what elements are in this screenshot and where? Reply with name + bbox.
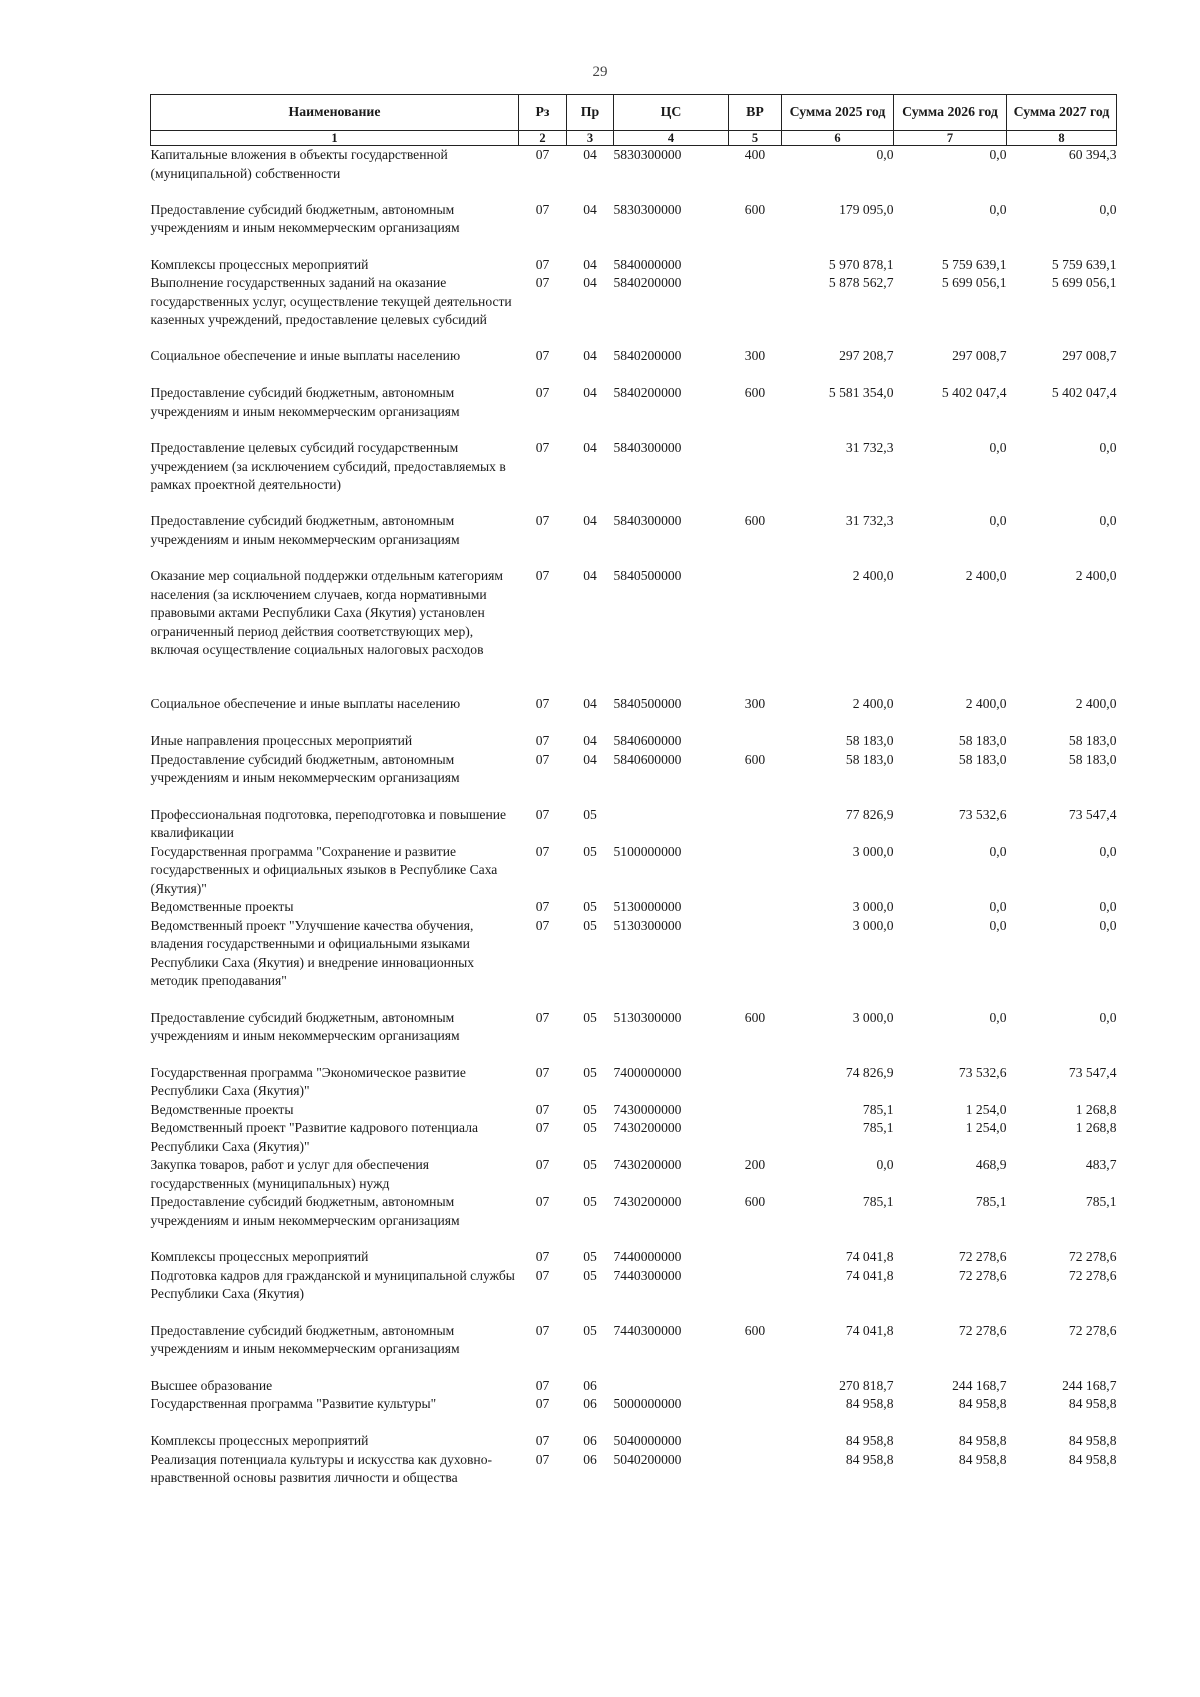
- row-sum-2025: 58 183,0: [845, 733, 894, 748]
- table-row: [151, 1193, 1117, 1248]
- row-rz: 07: [535, 348, 550, 363]
- row-sum-2026: 58 183,0: [958, 751, 1007, 767]
- row-sum-2025: 270 818,7: [839, 1377, 894, 1393]
- row-rz: 07: [535, 1157, 550, 1172]
- table-row: [151, 843, 1117, 899]
- row-pr: 04: [583, 348, 597, 363]
- row-rz: 07: [535, 1451, 550, 1467]
- row-sum-2027: 5 699 056,1: [1051, 275, 1117, 290]
- row-pr: 04: [583, 513, 597, 528]
- header-sum-2025: Сумма 2025 год: [782, 95, 894, 131]
- table-row: [151, 512, 1117, 567]
- column-number: 3: [567, 131, 614, 146]
- row-cs: 5000000000: [613, 1396, 682, 1411]
- row-sum-2025: 31 732,3: [845, 513, 894, 528]
- row-sum-2025: 3 000,0: [852, 899, 894, 914]
- row-name: Капитальные вложения в объекты государственной (муниципальной) собственности: [150, 147, 448, 181]
- row-pr: 06: [583, 1377, 597, 1393]
- table-row: [151, 384, 1117, 439]
- row-rz: 07: [535, 1101, 550, 1117]
- row-name: Предоставление целевых субсидий государственным учреждением (за исключением субсидий, предоставляемых в рамках проектной деятельности): [150, 440, 506, 492]
- row-sum-2026: 0,0: [989, 147, 1007, 162]
- row-vr: [729, 917, 782, 1009]
- row-sum-2025: 785,1: [862, 1194, 894, 1209]
- row-sum-2026: 84 958,8: [958, 1451, 1007, 1467]
- row-pr: 05: [583, 1157, 597, 1172]
- row-pr: 05: [583, 843, 597, 859]
- table-row: [151, 898, 1117, 917]
- row-sum-2027: 785,1: [1085, 1194, 1117, 1209]
- row-sum-2025: 0,0: [876, 147, 894, 162]
- row-name: Подготовка кадров для гражданской и муниципальной службы Республики Саха (Якутия): [150, 1267, 515, 1301]
- table-row: [151, 1248, 1117, 1267]
- row-sum-2025: 58 183,0: [845, 751, 894, 767]
- row-name: Предоставление субсидий бюджетным, автономным учреждениям и иным некоммерческим организациям: [150, 1009, 460, 1043]
- row-sum-2026: 0,0: [989, 440, 1007, 455]
- row-cs: 5840500000: [613, 696, 682, 711]
- row-cs: 5840200000: [613, 275, 682, 290]
- row-sum-2027: 58 183,0: [1068, 751, 1117, 767]
- row-sum-2025: 785,1: [862, 1120, 894, 1135]
- row-sum-2026: 72 278,6: [958, 1267, 1007, 1283]
- row-sum-2026: 0,0: [989, 843, 1007, 859]
- row-sum-2026: 468,9: [975, 1157, 1007, 1172]
- row-vr: 600: [744, 1194, 766, 1209]
- row-sum-2025: 84 958,8: [845, 1433, 894, 1448]
- row-sum-2025: 84 958,8: [845, 1396, 894, 1411]
- row-vr: 300: [744, 696, 766, 711]
- row-sum-2026: 297 008,7: [952, 348, 1007, 363]
- row-sum-2026: 72 278,6: [958, 1322, 1007, 1338]
- row-cs: 5130300000: [613, 1009, 682, 1025]
- header-cs: ЦС: [614, 95, 729, 131]
- header-sum-2027: Сумма 2027 год: [1007, 95, 1117, 131]
- row-vr: [729, 1377, 782, 1396]
- row-vr: [729, 732, 782, 751]
- row-sum-2025: 74 041,8: [845, 1267, 894, 1283]
- row-sum-2026: 58 183,0: [958, 733, 1007, 748]
- row-name: Государственная программа "Развитие культуры": [150, 1396, 437, 1411]
- row-sum-2025: 31 732,3: [845, 440, 894, 455]
- row-sum-2026: 244 168,7: [952, 1377, 1007, 1393]
- header-sum-2026: Сумма 2026 год: [894, 95, 1007, 131]
- row-pr: 04: [583, 440, 597, 455]
- row-cs: 7430200000: [613, 1120, 682, 1135]
- row-cs: 7440000000: [613, 1249, 682, 1264]
- row-sum-2026: 2 400,0: [965, 568, 1007, 583]
- row-pr: 04: [583, 568, 597, 583]
- row-name: Иные направления процессных мероприятий: [150, 733, 413, 748]
- row-rz: 07: [535, 1009, 550, 1025]
- row-sum-2026: 1 254,0: [965, 1120, 1007, 1135]
- row-pr: 05: [583, 1249, 597, 1264]
- row-vr: 300: [744, 348, 766, 363]
- row-rz: 07: [535, 917, 550, 933]
- row-vr: [729, 1395, 782, 1432]
- column-number: 8: [1007, 131, 1117, 146]
- row-sum-2026: 0,0: [989, 899, 1007, 914]
- row-vr: [729, 1119, 782, 1156]
- row-sum-2027: 1 268,8: [1075, 1101, 1117, 1117]
- row-rz: 07: [535, 385, 550, 400]
- row-pr: 05: [583, 917, 597, 933]
- row-name: Высшее образование: [150, 1377, 273, 1393]
- row-sum-2027: 2 400,0: [1075, 568, 1117, 583]
- row-sum-2027: 84 958,8: [1068, 1433, 1117, 1448]
- table-row: [151, 567, 1117, 695]
- table-row: [151, 1119, 1117, 1156]
- row-rz: 07: [535, 1322, 550, 1338]
- row-sum-2025: 5 581 354,0: [828, 385, 894, 400]
- row-pr: 06: [583, 1451, 597, 1467]
- row-sum-2027: 0,0: [1099, 843, 1117, 859]
- row-name: Выполнение государственных заданий на оказание государственных услуг, осуществление текущей деятельности казенных учреждений, предоставление целевых субсидий: [150, 275, 512, 327]
- row-rz: 07: [535, 1120, 550, 1135]
- table-row: [151, 917, 1117, 1009]
- table-row: [151, 347, 1117, 384]
- row-pr: 04: [583, 385, 597, 400]
- row-name: Оказание мер социальной поддержки отдельным категориям населения (за исключением случаев, когда нормативными правовыми актами Республики Саха (Якутия) установлен ограниченный период действия соответствующих мер), включая осуществление социальных налоговых расходов: [150, 568, 503, 657]
- row-vr: [729, 1432, 782, 1451]
- row-name: Ведомственные проекты: [150, 1101, 294, 1117]
- row-sum-2026: 84 958,8: [958, 1433, 1007, 1448]
- row-sum-2025: 77 826,9: [845, 806, 894, 822]
- row-sum-2027: 0,0: [1099, 899, 1117, 914]
- header-name: Наименование: [151, 95, 519, 131]
- row-sum-2027: 1 268,8: [1075, 1120, 1117, 1135]
- row-sum-2027: 84 958,8: [1068, 1396, 1117, 1411]
- header-pr: Пр: [567, 95, 614, 131]
- row-name: Закупка товаров, работ и услуг для обеспечения государственных (муниципальных) нужд: [150, 1157, 429, 1191]
- row-pr: 04: [583, 696, 597, 711]
- table-row: [151, 732, 1117, 751]
- row-name: Предоставление субсидий бюджетным, автономным учреждениям и иным некоммерческим организациям: [150, 1194, 460, 1228]
- row-vr: [729, 1064, 782, 1101]
- row-cs: 5130000000: [613, 899, 682, 914]
- row-rz: 07: [535, 256, 550, 272]
- table-row: [151, 1156, 1117, 1193]
- row-sum-2027: 72 278,6: [1068, 1249, 1117, 1264]
- row-sum-2027: 58 183,0: [1068, 733, 1117, 748]
- row-sum-2025: 3 000,0: [852, 917, 894, 933]
- row-cs: 5040000000: [613, 1433, 682, 1448]
- row-vr: [729, 439, 782, 512]
- table-row: [151, 1101, 1117, 1120]
- row-sum-2027: 0,0: [1099, 1009, 1117, 1025]
- row-name: Социальное обеспечение и иные выплаты населению: [150, 348, 461, 363]
- row-rz: 07: [535, 806, 550, 822]
- table-row: [151, 274, 1117, 347]
- row-sum-2026: 785,1: [975, 1194, 1007, 1209]
- row-vr: 600: [744, 751, 766, 767]
- row-rz: 07: [535, 1433, 550, 1448]
- table-row: [151, 751, 1117, 806]
- row-name: Ведомственные проекты: [150, 899, 294, 914]
- row-cs: 7400000000: [613, 1064, 682, 1080]
- column-number: 5: [729, 131, 782, 146]
- row-name: Социальное обеспечение и иные выплаты населению: [150, 696, 461, 711]
- header-rz: Рз: [519, 95, 567, 131]
- row-vr: [729, 567, 782, 695]
- column-number: 2: [519, 131, 567, 146]
- row-pr: 05: [583, 899, 597, 914]
- row-sum-2025: 5 878 562,7: [828, 275, 894, 290]
- row-rz: 07: [535, 568, 550, 583]
- row-cs: 5830300000: [613, 201, 682, 217]
- table-row: [151, 806, 1117, 843]
- row-sum-2025: 3 000,0: [852, 1009, 894, 1025]
- table-row: [151, 439, 1117, 512]
- row-vr: 600: [744, 1322, 766, 1338]
- row-cs: 5840000000: [613, 256, 682, 272]
- row-name: Предоставление субсидий бюджетным, автономным учреждениям и иным некоммерческим организациям: [150, 1322, 460, 1356]
- row-rz: 07: [535, 1396, 550, 1411]
- row-rz: 07: [535, 899, 550, 914]
- table-row: [151, 256, 1117, 275]
- row-rz: 07: [535, 696, 550, 711]
- table-row: [151, 695, 1117, 732]
- row-cs: [614, 1377, 729, 1396]
- row-vr: 600: [744, 513, 766, 528]
- row-sum-2027: 73 547,4: [1068, 1064, 1117, 1080]
- row-cs: 5840300000: [613, 440, 682, 455]
- row-rz: 07: [535, 440, 550, 455]
- row-sum-2025: 84 958,8: [845, 1451, 894, 1467]
- column-number: 6: [782, 131, 894, 146]
- row-rz: 07: [535, 751, 550, 767]
- row-rz: 07: [535, 1064, 550, 1080]
- row-vr: [729, 1248, 782, 1267]
- row-sum-2026: 84 958,8: [958, 1396, 1007, 1411]
- row-sum-2025: 74 826,9: [845, 1064, 894, 1080]
- row-vr: 600: [744, 201, 766, 217]
- table-row: [151, 146, 1117, 201]
- row-sum-2026: 73 532,6: [958, 806, 1007, 822]
- row-sum-2027: 0,0: [1099, 513, 1117, 528]
- row-cs: 5840300000: [613, 513, 682, 528]
- row-sum-2025: 179 095,0: [839, 201, 894, 217]
- row-rz: 07: [535, 513, 550, 528]
- row-sum-2027: 0,0: [1099, 201, 1117, 217]
- row-name: Комплексы процессных мероприятий: [150, 1433, 369, 1448]
- table-row: [151, 201, 1117, 256]
- row-name: Ведомственный проект "Развитие кадрового потенциала Республики Саха (Якутия)": [150, 1120, 479, 1154]
- row-cs: 7430200000: [613, 1194, 682, 1209]
- row-rz: 07: [535, 1267, 550, 1283]
- row-sum-2025: 0,0: [876, 1157, 894, 1172]
- row-sum-2027: 73 547,4: [1068, 806, 1117, 822]
- page-number: 29: [592, 64, 608, 80]
- column-number: 7: [894, 131, 1007, 146]
- table-row: [151, 1064, 1117, 1101]
- row-rz: 07: [535, 275, 550, 290]
- row-sum-2027: 483,7: [1085, 1157, 1117, 1172]
- row-sum-2026: 0,0: [989, 201, 1007, 217]
- column-number: 4: [614, 131, 729, 146]
- row-name: Государственная программа "Сохранение и развитие государственных и официальных языков в Республике Саха (Якутия)": [150, 843, 498, 896]
- row-sum-2026: 5 402 047,4: [941, 385, 1007, 400]
- row-name: Государственная программа "Экономическое развитие Республики Саха (Якутия)": [150, 1064, 466, 1098]
- column-number-row: [151, 131, 1117, 146]
- row-sum-2027: 244 168,7: [1062, 1377, 1117, 1393]
- row-cs: 5830300000: [613, 147, 682, 162]
- row-pr: 05: [583, 1101, 597, 1117]
- row-vr: 600: [744, 385, 766, 400]
- row-cs: 5840600000: [613, 751, 682, 767]
- row-sum-2025: 297 208,7: [839, 348, 894, 363]
- row-pr: 05: [583, 1322, 597, 1338]
- row-sum-2025: 2 400,0: [852, 696, 894, 711]
- row-name: Профессиональная подготовка, переподготовка и повышение квалификации: [150, 806, 507, 840]
- row-vr: [729, 1101, 782, 1120]
- row-sum-2027: 5 759 639,1: [1051, 256, 1117, 272]
- row-pr: 06: [583, 1433, 597, 1448]
- row-vr: [729, 274, 782, 347]
- row-sum-2026: 5 699 056,1: [941, 275, 1007, 290]
- row-sum-2025: 5 970 878,1: [828, 256, 894, 272]
- row-sum-2027: 0,0: [1099, 917, 1117, 933]
- row-pr: 04: [583, 201, 597, 217]
- row-cs: 5040200000: [613, 1451, 682, 1467]
- row-cs: 5130300000: [613, 917, 682, 933]
- row-pr: 06: [583, 1396, 597, 1411]
- row-pr: 04: [583, 733, 597, 748]
- row-name: Комплексы процессных мероприятий: [150, 1249, 369, 1264]
- row-name: Предоставление субсидий бюджетным, автономным учреждениям и иным некоммерческим организациям: [150, 201, 460, 235]
- table-row: [151, 1009, 1117, 1064]
- row-vr: [729, 806, 782, 843]
- table-row: [151, 1377, 1117, 1396]
- row-sum-2025: 3 000,0: [852, 843, 894, 859]
- column-number: 1: [151, 131, 519, 146]
- row-sum-2026: 73 532,6: [958, 1064, 1007, 1080]
- row-rz: 07: [535, 1377, 550, 1393]
- row-rz: 07: [535, 201, 550, 217]
- row-sum-2026: 5 759 639,1: [941, 256, 1007, 272]
- row-sum-2025: 74 041,8: [845, 1322, 894, 1338]
- row-sum-2026: 0,0: [989, 917, 1007, 933]
- row-pr: 04: [583, 256, 597, 272]
- row-vr: 600: [744, 1009, 766, 1025]
- row-vr: 200: [744, 1157, 766, 1172]
- table-row: [151, 1395, 1117, 1432]
- row-vr: [729, 1451, 782, 1506]
- row-sum-2027: 84 958,8: [1068, 1451, 1117, 1467]
- row-sum-2027: 0,0: [1099, 440, 1117, 455]
- table-row: [151, 1322, 1117, 1377]
- row-sum-2026: 2 400,0: [965, 696, 1007, 711]
- row-cs: [614, 806, 729, 843]
- row-sum-2025: 785,1: [862, 1101, 894, 1117]
- row-vr: 400: [744, 147, 766, 162]
- row-sum-2025: 2 400,0: [852, 568, 894, 583]
- row-name: Комплексы процессных мероприятий: [150, 256, 369, 272]
- row-name: Предоставление субсидий бюджетным, автономным учреждениям и иным некоммерческим организациям: [150, 513, 460, 547]
- table-row: [151, 1451, 1117, 1506]
- budget-table: [150, 94, 1117, 1506]
- row-vr: [729, 1267, 782, 1322]
- table-row: [151, 1267, 1117, 1322]
- row-pr: 04: [583, 751, 597, 767]
- row-rz: 07: [535, 733, 550, 748]
- row-cs: 5100000000: [613, 843, 682, 859]
- row-cs: 5840200000: [613, 385, 682, 400]
- row-pr: 05: [583, 1009, 597, 1025]
- row-name: Предоставление субсидий бюджетным, автономным учреждениям и иным некоммерческим организациям: [150, 751, 460, 785]
- row-pr: 05: [583, 1064, 597, 1080]
- row-vr: [729, 898, 782, 917]
- table-row: [151, 1432, 1117, 1451]
- row-pr: 05: [583, 806, 597, 822]
- row-pr: 04: [583, 275, 597, 290]
- row-cs: 5840500000: [613, 568, 682, 583]
- row-name: Предоставление субсидий бюджетным, автономным учреждениям и иным некоммерческим организациям: [150, 385, 460, 419]
- row-rz: 07: [535, 1194, 550, 1209]
- row-pr: 05: [583, 1267, 597, 1283]
- header-vr: ВР: [729, 95, 782, 131]
- row-sum-2027: 72 278,6: [1068, 1322, 1117, 1338]
- row-cs: 7430000000: [613, 1101, 682, 1117]
- table-body: [151, 146, 1117, 1506]
- row-vr: [729, 256, 782, 275]
- row-rz: 07: [535, 843, 550, 859]
- row-name: Реализация потенциала культуры и искусства как духовно-нравственной основы развития личности и общества: [150, 1451, 493, 1485]
- header-row: [151, 95, 1117, 131]
- row-pr: 04: [583, 147, 597, 162]
- row-cs: 5840600000: [613, 733, 682, 748]
- row-vr: [729, 843, 782, 899]
- row-sum-2025: 74 041,8: [845, 1249, 894, 1264]
- row-sum-2026: 72 278,6: [958, 1249, 1007, 1264]
- row-cs: 5840200000: [613, 348, 682, 363]
- row-sum-2027: 5 402 047,4: [1051, 385, 1117, 400]
- row-cs: 7430200000: [613, 1157, 682, 1172]
- row-cs: 7440300000: [613, 1267, 682, 1283]
- row-sum-2027: 297 008,7: [1062, 348, 1117, 363]
- row-name: Ведомственный проект "Улучшение качества обучения, владения государственными и официальными языками Республики Саха (Якутия) и внедрение инновационных методик преподавания": [150, 917, 475, 988]
- row-sum-2027: 72 278,6: [1068, 1267, 1117, 1283]
- row-sum-2026: 0,0: [989, 1009, 1007, 1025]
- row-pr: 05: [583, 1194, 597, 1209]
- row-sum-2026: 1 254,0: [965, 1101, 1007, 1117]
- row-rz: 07: [535, 147, 550, 162]
- row-cs: 7440300000: [613, 1322, 682, 1338]
- row-sum-2027: 60 394,3: [1068, 147, 1117, 162]
- row-sum-2027: 2 400,0: [1075, 696, 1117, 711]
- row-rz: 07: [535, 1249, 550, 1264]
- row-sum-2026: 0,0: [989, 513, 1007, 528]
- row-pr: 05: [583, 1120, 597, 1135]
